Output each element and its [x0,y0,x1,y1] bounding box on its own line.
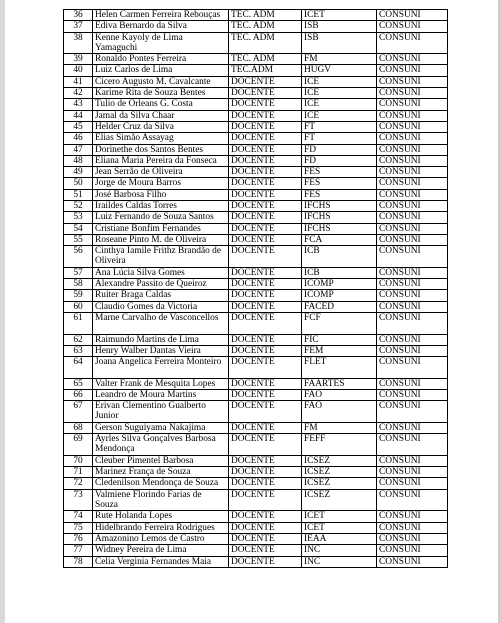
member-name-cell: Henry Walber Dantas Vieira [93,345,229,356]
member-name-cell: Cledenilson Mendonça de Souza [93,478,229,489]
member-category-cell: DOCENTE [229,301,302,312]
member-category-cell: DOCENTE [229,212,302,223]
member-category-cell: TEC. ADM [229,10,302,21]
row-number-cell: 69 [64,434,93,456]
member-council-cell: CONSUNI [377,378,448,389]
member-council-cell: CONSUNI [377,345,448,356]
member-unit-cell: FD [302,144,377,155]
row-number-cell: 66 [64,390,93,401]
row-number-cell: 71 [64,467,93,478]
member-unit-cell: ISB [302,21,377,32]
member-name-cell: Tulio de Orleans G. Costa [93,99,229,110]
table-row [64,478,448,489]
member-category-cell: TEC. ADM [229,32,302,54]
row-number-cell: 39 [64,54,93,65]
row-number-cell: 44 [64,110,93,121]
member-council-cell: CONSUNI [377,434,448,456]
row-number-cell: 50 [64,178,93,189]
member-unit-cell: IEAA [302,533,377,544]
member-council-cell: CONSUNI [377,301,448,312]
row-number-cell: 70 [64,455,93,466]
table-row [64,212,448,223]
table-row [64,246,448,268]
row-number-cell: 76 [64,533,93,544]
member-name-cell: Ronaldo Pontes Ferreira [93,54,229,65]
row-number-cell: 43 [64,99,93,110]
row-number-cell: 52 [64,201,93,212]
table-row [64,522,448,533]
member-unit-cell: FT [302,121,377,132]
member-council-cell: CONSUNI [377,133,448,144]
row-number-cell: 77 [64,545,93,556]
member-unit-cell: FACED [302,301,377,312]
member-name-cell: Rute Holanda Lopes [93,511,229,522]
row-number-cell: 59 [64,290,93,301]
member-council-cell: CONSUNI [377,334,448,345]
table-row [64,533,448,544]
member-name-cell: Marne Carvalho de Vasconcellos [93,313,229,335]
table-row [64,110,448,121]
row-number-cell: 42 [64,88,93,99]
member-unit-cell: HUGV [302,65,377,76]
row-number-cell: 73 [64,489,93,511]
row-number-cell: 48 [64,155,93,166]
member-category-cell: DOCENTE [229,88,302,99]
member-council-cell: CONSUNI [377,88,448,99]
table-row [64,556,448,567]
member-unit-cell: IFCHS [302,212,377,223]
member-category-cell: DOCENTE [229,99,302,110]
member-council-cell: CONSUNI [377,267,448,278]
member-category-cell: DOCENTE [229,378,302,389]
member-unit-cell: ICOMP [302,279,377,290]
member-category-cell: DOCENTE [229,489,302,511]
member-name-cell: Ana Lúcia Silva Gomes [93,267,229,278]
member-unit-cell: FAO [302,390,377,401]
member-category-cell: DOCENTE [229,144,302,155]
member-name-cell: Widney Pereira de Lima [93,545,229,556]
member-category-cell: DOCENTE [229,279,302,290]
member-name-cell: Cicero Augusto M. Cavalcante [93,76,229,87]
table-row [64,54,448,65]
member-category-cell: TEC. ADM [229,54,302,65]
member-council-cell: CONSUNI [377,10,448,21]
member-category-cell: DOCENTE [229,267,302,278]
row-number-cell: 64 [64,357,93,379]
member-category-cell: DOCENTE [229,121,302,132]
table-row [64,133,448,144]
member-unit-cell: FCA [302,234,377,245]
member-unit-cell: FT [302,133,377,144]
member-name-cell: Karime Rita de Souza Bentes [93,88,229,99]
member-name-cell: Cristiane Bonfim Fernandes [93,223,229,234]
member-unit-cell: ICE [302,76,377,87]
member-name-cell: Helen Carmen Ferreira Rebouças [93,10,229,21]
table-row [64,467,448,478]
table-row [64,378,448,389]
member-council-cell: CONSUNI [377,99,448,110]
member-unit-cell: FES [302,178,377,189]
member-council-cell: CONSUNI [377,522,448,533]
member-name-cell: Ediva Bernardo da Silva [93,21,229,32]
table-row [64,65,448,76]
table-row [64,88,448,99]
member-council-cell: CONSUNI [377,246,448,268]
document-page [63,9,433,609]
table-row [64,301,448,312]
row-number-cell: 41 [64,76,93,87]
row-number-cell: 53 [64,212,93,223]
table-row [64,76,448,87]
member-name-cell: Celia Verginia Fernandes Maia [93,556,229,567]
member-unit-cell: FM [302,422,377,433]
member-unit-cell: ICOMP [302,290,377,301]
table-row [64,313,448,335]
row-number-cell: 62 [64,334,93,345]
row-number-cell: 37 [64,21,93,32]
table-row [64,32,448,54]
row-number-cell: 46 [64,133,93,144]
row-number-cell: 57 [64,267,93,278]
member-category-cell: DOCENTE [229,467,302,478]
member-council-cell: CONSUNI [377,545,448,556]
member-category-cell: DOCENTE [229,334,302,345]
table-row [64,267,448,278]
member-name-cell: Luiz Fernando de Souza Santos [93,212,229,223]
member-category-cell: DOCENTE [229,155,302,166]
member-unit-cell: FES [302,189,377,200]
member-council-cell: CONSUNI [377,76,448,87]
member-council-cell: CONSUNI [377,533,448,544]
member-council-cell: CONSUNI [377,279,448,290]
member-name-cell: Valmiene Florindo Farias de Souza [93,489,229,511]
member-council-cell: CONSUNI [377,32,448,54]
member-name-cell: Cinthya Iamile Frithz Brandão de Oliveira [93,246,229,268]
member-category-cell: DOCENTE [229,201,302,212]
member-council-cell: CONSUNI [377,357,448,379]
member-name-cell: Ruiter Braga Caldas [93,290,229,301]
member-council-cell: CONSUNI [377,54,448,65]
table-row [64,455,448,466]
member-category-cell: DOCENTE [229,533,302,544]
member-council-cell: CONSUNI [377,478,448,489]
member-category-cell: DOCENTE [229,478,302,489]
member-council-cell: CONSUNI [377,313,448,335]
member-name-cell: Jean Serrão de Oliveira [93,167,229,178]
member-name-cell: Gerson Suguiyama Nakajima [93,422,229,433]
table-row [64,201,448,212]
member-council-cell: CONSUNI [377,467,448,478]
member-category-cell: DOCENTE [229,313,302,335]
table-row [64,545,448,556]
row-number-cell: 65 [64,378,93,389]
table-row [64,401,448,423]
row-number-cell: 56 [64,246,93,268]
member-council-cell: CONSUNI [377,167,448,178]
row-number-cell: 47 [64,144,93,155]
member-unit-cell: ICE [302,110,377,121]
row-number-cell: 75 [64,522,93,533]
member-council-cell: CONSUNI [377,556,448,567]
member-name-cell: Roseane Pinto M. de Oliveira [93,234,229,245]
table-row [64,234,448,245]
member-unit-cell: FM [302,54,377,65]
row-number-cell: 58 [64,279,93,290]
member-unit-cell: FCF [302,313,377,335]
table-row [64,155,448,166]
member-unit-cell: FD [302,155,377,166]
row-number-cell: 61 [64,313,93,335]
member-unit-cell: IFCHS [302,201,377,212]
member-name-cell: Cleuber Pimentel Barbosa [93,455,229,466]
member-name-cell: Leandro de Moura Martins [93,390,229,401]
viewer-left-edge [0,0,5,623]
member-name-cell: Amazonino Lemos de Castro [93,533,229,544]
member-name-cell: Eliana Maria Pereira da Fonseca [93,155,229,166]
member-council-cell: CONSUNI [377,290,448,301]
member-category-cell: DOCENTE [229,422,302,433]
member-council-cell: CONSUNI [377,65,448,76]
table-row [64,21,448,32]
member-category-cell: DOCENTE [229,401,302,423]
member-council-cell: CONSUNI [377,212,448,223]
member-name-cell: Marinez França de Souza [93,467,229,478]
member-unit-cell: INC [302,556,377,567]
table-row [64,279,448,290]
member-council-cell: CONSUNI [377,390,448,401]
table-row [64,422,448,433]
table-row [64,334,448,345]
member-name-cell: Iraildes Caldas Torres [93,201,229,212]
member-category-cell: DOCENTE [229,511,302,522]
member-name-cell: Ayrles Silva Gonçalves Barbosa Mendonça [93,434,229,456]
member-name-cell: Hidelbrando Ferreira Rodrigues [93,522,229,533]
table-row [64,121,448,132]
row-number-cell: 40 [64,65,93,76]
row-number-cell: 72 [64,478,93,489]
member-category-cell: DOCENTE [229,246,302,268]
member-council-cell: CONSUNI [377,155,448,166]
table-row [64,223,448,234]
row-number-cell: 67 [64,401,93,423]
row-number-cell: 60 [64,301,93,312]
table-row [64,99,448,110]
member-council-cell: CONSUNI [377,121,448,132]
member-category-cell: DOCENTE [229,110,302,121]
member-category-cell: DOCENTE [229,556,302,567]
member-council-cell: CONSUNI [377,455,448,466]
member-name-cell: Jamal da Silva Chaar [93,110,229,121]
member-category-cell: DOCENTE [229,357,302,379]
row-number-cell: 51 [64,189,93,200]
row-number-cell: 49 [64,167,93,178]
member-name-cell: José Barbosa Filho [93,189,229,200]
member-unit-cell: ICB [302,246,377,268]
table-row [64,489,448,511]
member-name-cell: Claudio Gomes da Victoria [93,301,229,312]
member-name-cell: Luiz Carlos de Lima [93,65,229,76]
member-name-cell: Erivan Clementino Gualberto Junior [93,401,229,423]
member-category-cell: DOCENTE [229,345,302,356]
member-name-cell: Valter Frank de Mesquita Lopes [93,378,229,389]
member-unit-cell: ICSEZ [302,467,377,478]
row-number-cell: 38 [64,32,93,54]
member-category-cell: DOCENTE [229,234,302,245]
table-row [64,511,448,522]
members-table [63,9,448,568]
member-category-cell: TEC.ADM [229,65,302,76]
member-unit-cell: FLET [302,357,377,379]
member-category-cell: DOCENTE [229,178,302,189]
member-unit-cell: FIC [302,334,377,345]
member-name-cell: Jorge de Moura Barros [93,178,229,189]
member-category-cell: DOCENTE [229,189,302,200]
member-category-cell: DOCENTE [229,455,302,466]
member-category-cell: DOCENTE [229,167,302,178]
members-table-body [64,10,448,568]
member-council-cell: CONSUNI [377,144,448,155]
row-number-cell: 36 [64,10,93,21]
member-unit-cell: ICE [302,99,377,110]
member-council-cell: CONSUNI [377,189,448,200]
member-name-cell: Alexandre Passito de Queiroz [93,279,229,290]
member-unit-cell: FES [302,167,377,178]
row-number-cell: 54 [64,223,93,234]
member-unit-cell: FAO [302,401,377,423]
table-row [64,357,448,379]
table-row [64,178,448,189]
member-council-cell: CONSUNI [377,110,448,121]
member-council-cell: CONSUNI [377,223,448,234]
member-unit-cell: ISB [302,32,377,54]
row-number-cell: 78 [64,556,93,567]
member-council-cell: CONSUNI [377,201,448,212]
member-name-cell: Elias Simão Assayag [93,133,229,144]
member-unit-cell: ICSEZ [302,489,377,511]
table-row [64,10,448,21]
member-council-cell: CONSUNI [377,511,448,522]
member-category-cell: DOCENTE [229,76,302,87]
member-unit-cell: FEM [302,345,377,356]
member-category-cell: DOCENTE [229,290,302,301]
member-unit-cell: ICE [302,88,377,99]
member-unit-cell: ICET [302,522,377,533]
member-council-cell: CONSUNI [377,489,448,511]
member-category-cell: DOCENTE [229,522,302,533]
row-number-cell: 74 [64,511,93,522]
member-category-cell: DOCENTE [229,223,302,234]
member-council-cell: CONSUNI [377,234,448,245]
member-name-cell: Raimundo Martins de Lima [93,334,229,345]
member-unit-cell: ICET [302,511,377,522]
table-row [64,345,448,356]
member-unit-cell: ICB [302,267,377,278]
member-name-cell: Helder Cruz da Silva [93,121,229,132]
table-row [64,189,448,200]
member-unit-cell: FAARTES [302,378,377,389]
table-row [64,434,448,456]
member-name-cell: Joana Angelica Ferreira Monteiro [93,357,229,379]
member-council-cell: CONSUNI [377,401,448,423]
table-row [64,167,448,178]
row-number-cell: 63 [64,345,93,356]
table-row [64,290,448,301]
member-unit-cell: ICET [302,10,377,21]
member-council-cell: CONSUNI [377,422,448,433]
table-row [64,390,448,401]
member-name-cell: Kenne Kayoly de Lima Yamaguchi [93,32,229,54]
member-unit-cell: ICSEZ [302,478,377,489]
row-number-cell: 45 [64,121,93,132]
member-unit-cell: INC [302,545,377,556]
row-number-cell: 68 [64,422,93,433]
member-unit-cell: IFCHS [302,223,377,234]
member-category-cell: DOCENTE [229,390,302,401]
member-category-cell: DOCENTE [229,133,302,144]
member-category-cell: TEC. ADM [229,21,302,32]
table-row [64,144,448,155]
member-council-cell: CONSUNI [377,178,448,189]
member-category-cell: DOCENTE [229,434,302,456]
member-council-cell: CONSUNI [377,21,448,32]
row-number-cell: 55 [64,234,93,245]
member-name-cell: Dorinethe dos Santos Bentes [93,144,229,155]
member-unit-cell: FEFF [302,434,377,456]
member-category-cell: DOCENTE [229,545,302,556]
member-unit-cell: ICSEZ [302,455,377,466]
